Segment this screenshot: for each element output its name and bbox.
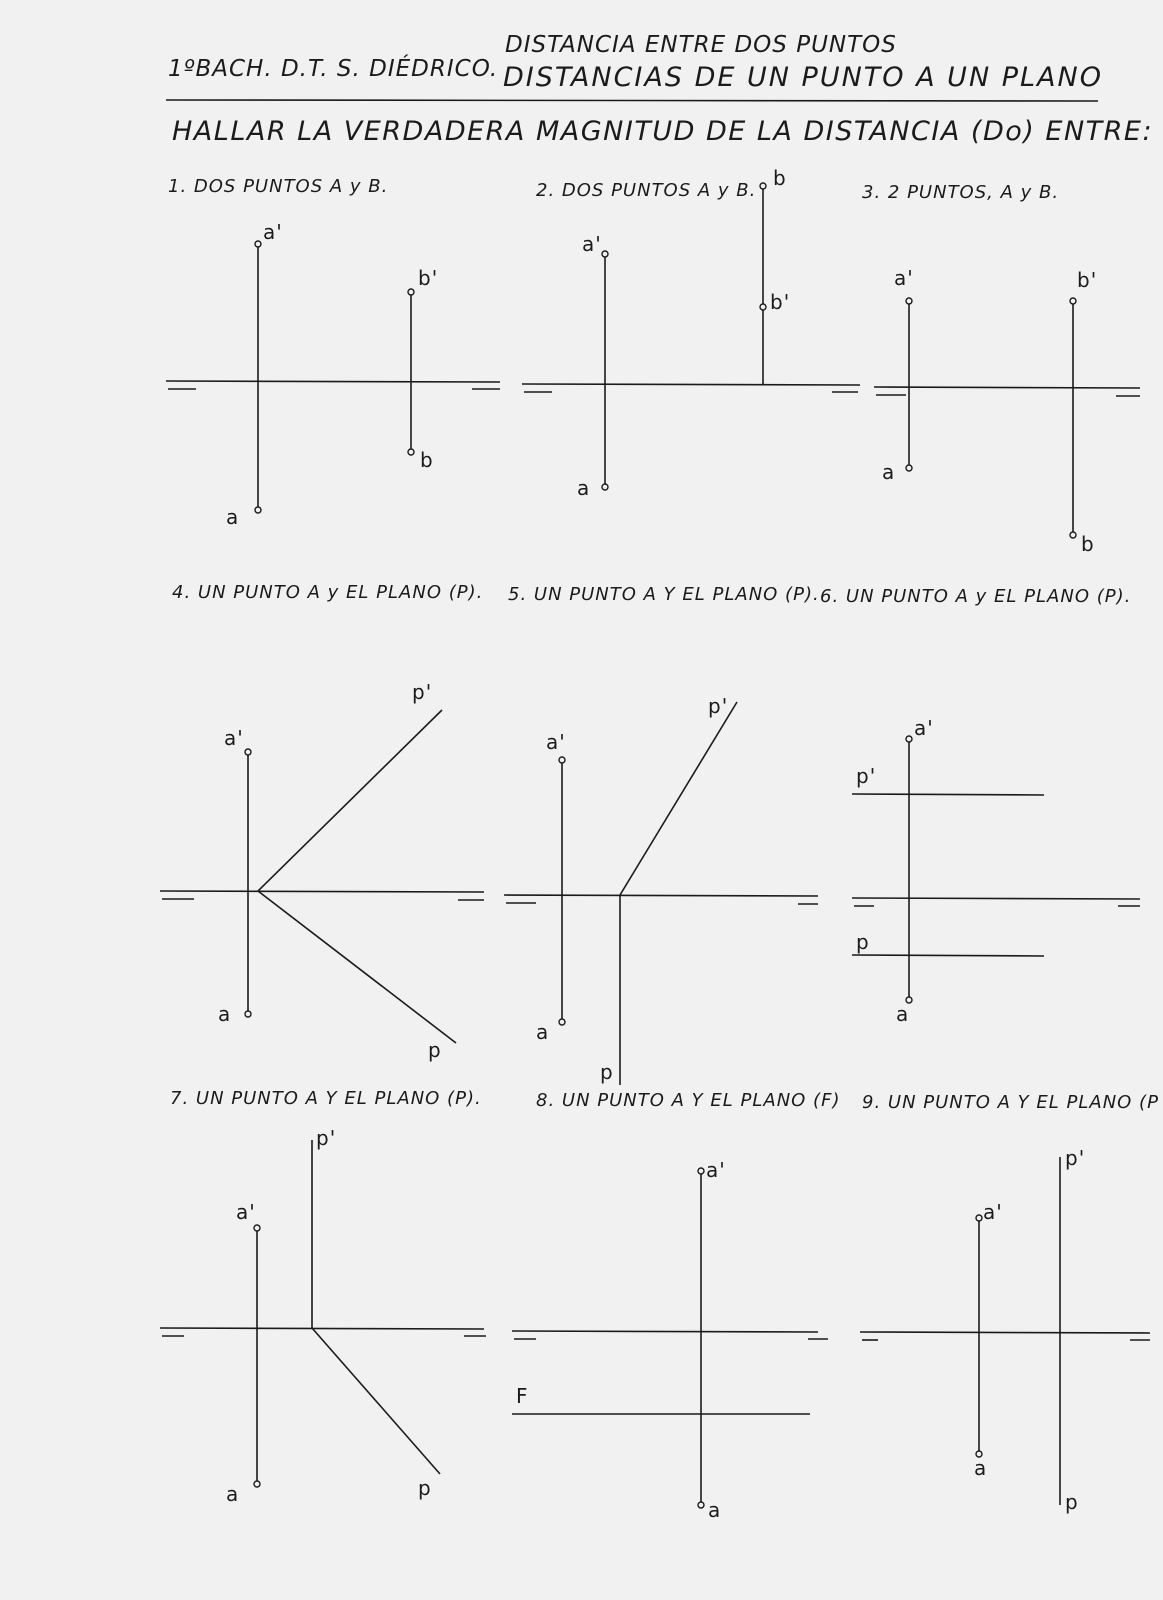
exercise-9-drawing: [860, 1157, 1150, 1505]
label-b-prime: b': [418, 266, 439, 290]
ground-line: [166, 381, 500, 382]
point-a-prime: [602, 251, 608, 257]
point-b: [1070, 532, 1076, 538]
ground-line: [874, 387, 1140, 388]
title-line-2: DISTANCIAS DE UN PUNTO A UN PLANO: [503, 62, 1103, 93]
label-a: a: [974, 1456, 988, 1480]
label-a-prime: a': [983, 1200, 1003, 1224]
point-a: [906, 465, 912, 471]
exercise-1-label: 1. DOS PUNTOS A y B.: [168, 176, 389, 197]
header-underline: [166, 100, 1098, 101]
ground-line: [852, 898, 1140, 899]
point-a-prime: [254, 1225, 260, 1231]
point-a: [245, 1011, 251, 1017]
exercise-7-drawing: [160, 1140, 486, 1487]
point-a-prime: [906, 298, 912, 304]
point-a: [255, 507, 261, 513]
label-b: b: [773, 166, 787, 190]
plane-trace-vertical: [620, 702, 737, 895]
point-a: [602, 484, 608, 490]
exercise-2-drawing: [522, 183, 860, 490]
point-a-prime: [976, 1215, 982, 1221]
label-a: a: [577, 476, 591, 500]
exercise-4-label: 4. UN PUNTO A y EL PLANO (P).: [172, 582, 484, 603]
course-label: 1ºBACH. D.T. S. DIÉDRICO.: [168, 56, 499, 82]
label-a: a: [896, 1002, 910, 1026]
exercise-8-drawing: [512, 1168, 828, 1508]
label-b: b: [1081, 532, 1095, 556]
point-a: [559, 1019, 565, 1025]
label-a-prime: a': [546, 730, 566, 754]
label-p-prime: p': [708, 694, 729, 718]
point-a-prime: [906, 736, 912, 742]
label-p: p: [1065, 1490, 1079, 1514]
exercise-3-label: 3. 2 PUNTOS, A y B.: [862, 182, 1060, 203]
point-b: [760, 183, 766, 189]
label-p: p: [418, 1476, 432, 1500]
label-a-prime: a': [582, 232, 602, 256]
label-a-prime: a': [263, 220, 283, 244]
exercise-3-drawing: [874, 298, 1140, 538]
label-a: a: [226, 505, 240, 529]
exercise-5-drawing: [504, 702, 818, 1085]
ground-line: [160, 1328, 484, 1329]
label-b-prime: b': [1077, 268, 1098, 292]
point-b: [408, 449, 414, 455]
exercise-5-label: 5. UN PUNTO A Y EL PLANO (P).: [508, 584, 820, 605]
exercise-2-label: 2. DOS PUNTOS A y B.: [536, 180, 757, 201]
label-a-prime: a': [914, 716, 934, 740]
ground-line: [160, 891, 484, 892]
ground-line: [522, 384, 860, 385]
label-a: a: [536, 1020, 550, 1044]
title-line-1: DISTANCIA ENTRE DOS PUNTOS: [505, 32, 897, 58]
label-a: a: [226, 1482, 240, 1506]
ground-line: [504, 895, 818, 896]
plane-trace-horizontal: [312, 1328, 440, 1474]
instruction-text: HALLAR LA VERDADERA MAGNITUD DE LA DISTANCIA (Do) ENTRE:: [172, 116, 1154, 147]
point-a-prime: [245, 749, 251, 755]
label-p-prime: p': [412, 680, 433, 704]
label-p: p: [428, 1038, 442, 1062]
point-a-prime: [559, 757, 565, 763]
label-a: a: [218, 1002, 232, 1026]
exercise-7-label: 7. UN PUNTO A Y EL PLANO (P).: [170, 1088, 482, 1109]
ground-line: [512, 1331, 818, 1332]
ground-line: [860, 1332, 1150, 1333]
point-b-prime: [408, 289, 414, 295]
plane-trace-vertical: [852, 794, 1044, 795]
label-a-prime: a': [894, 266, 914, 290]
exercise-9-label: 9. UN PUNTO A Y EL PLANO (P: [862, 1092, 1159, 1113]
point-a: [254, 1481, 260, 1487]
label-a-prime: a': [706, 1158, 726, 1182]
plane-trace-horizontal: [852, 955, 1044, 956]
point-b-prime: [760, 304, 766, 310]
exercise-8-label: 8. UN PUNTO A Y EL PLANO (F): [536, 1090, 841, 1111]
label-a: a: [708, 1498, 722, 1522]
point-a-prime: [698, 1168, 704, 1174]
plane-trace-horizontal: [258, 891, 456, 1043]
label-b-prime: b': [770, 290, 791, 314]
label-p: p: [856, 930, 870, 954]
exercise-1-drawing: [166, 241, 500, 513]
label-p-prime: p': [316, 1126, 337, 1150]
label-p-prime: p': [856, 764, 877, 788]
exercise-6-drawing: [852, 736, 1140, 1003]
label-p: p: [600, 1060, 614, 1084]
plane-trace-vertical: [258, 710, 442, 891]
point-a: [698, 1502, 704, 1508]
label-a-prime: a': [236, 1200, 256, 1224]
label-b: b: [420, 448, 434, 472]
point-b-prime: [1070, 298, 1076, 304]
label-p-prime: p': [1065, 1146, 1086, 1170]
label-f: F: [516, 1384, 529, 1408]
label-a: a: [882, 460, 896, 484]
exercise-6-label: 6. UN PUNTO A y EL PLANO (P).: [820, 586, 1132, 607]
label-a-prime: a': [224, 726, 244, 750]
exercise-4-drawing: [160, 710, 484, 1043]
point-a-prime: [255, 241, 261, 247]
